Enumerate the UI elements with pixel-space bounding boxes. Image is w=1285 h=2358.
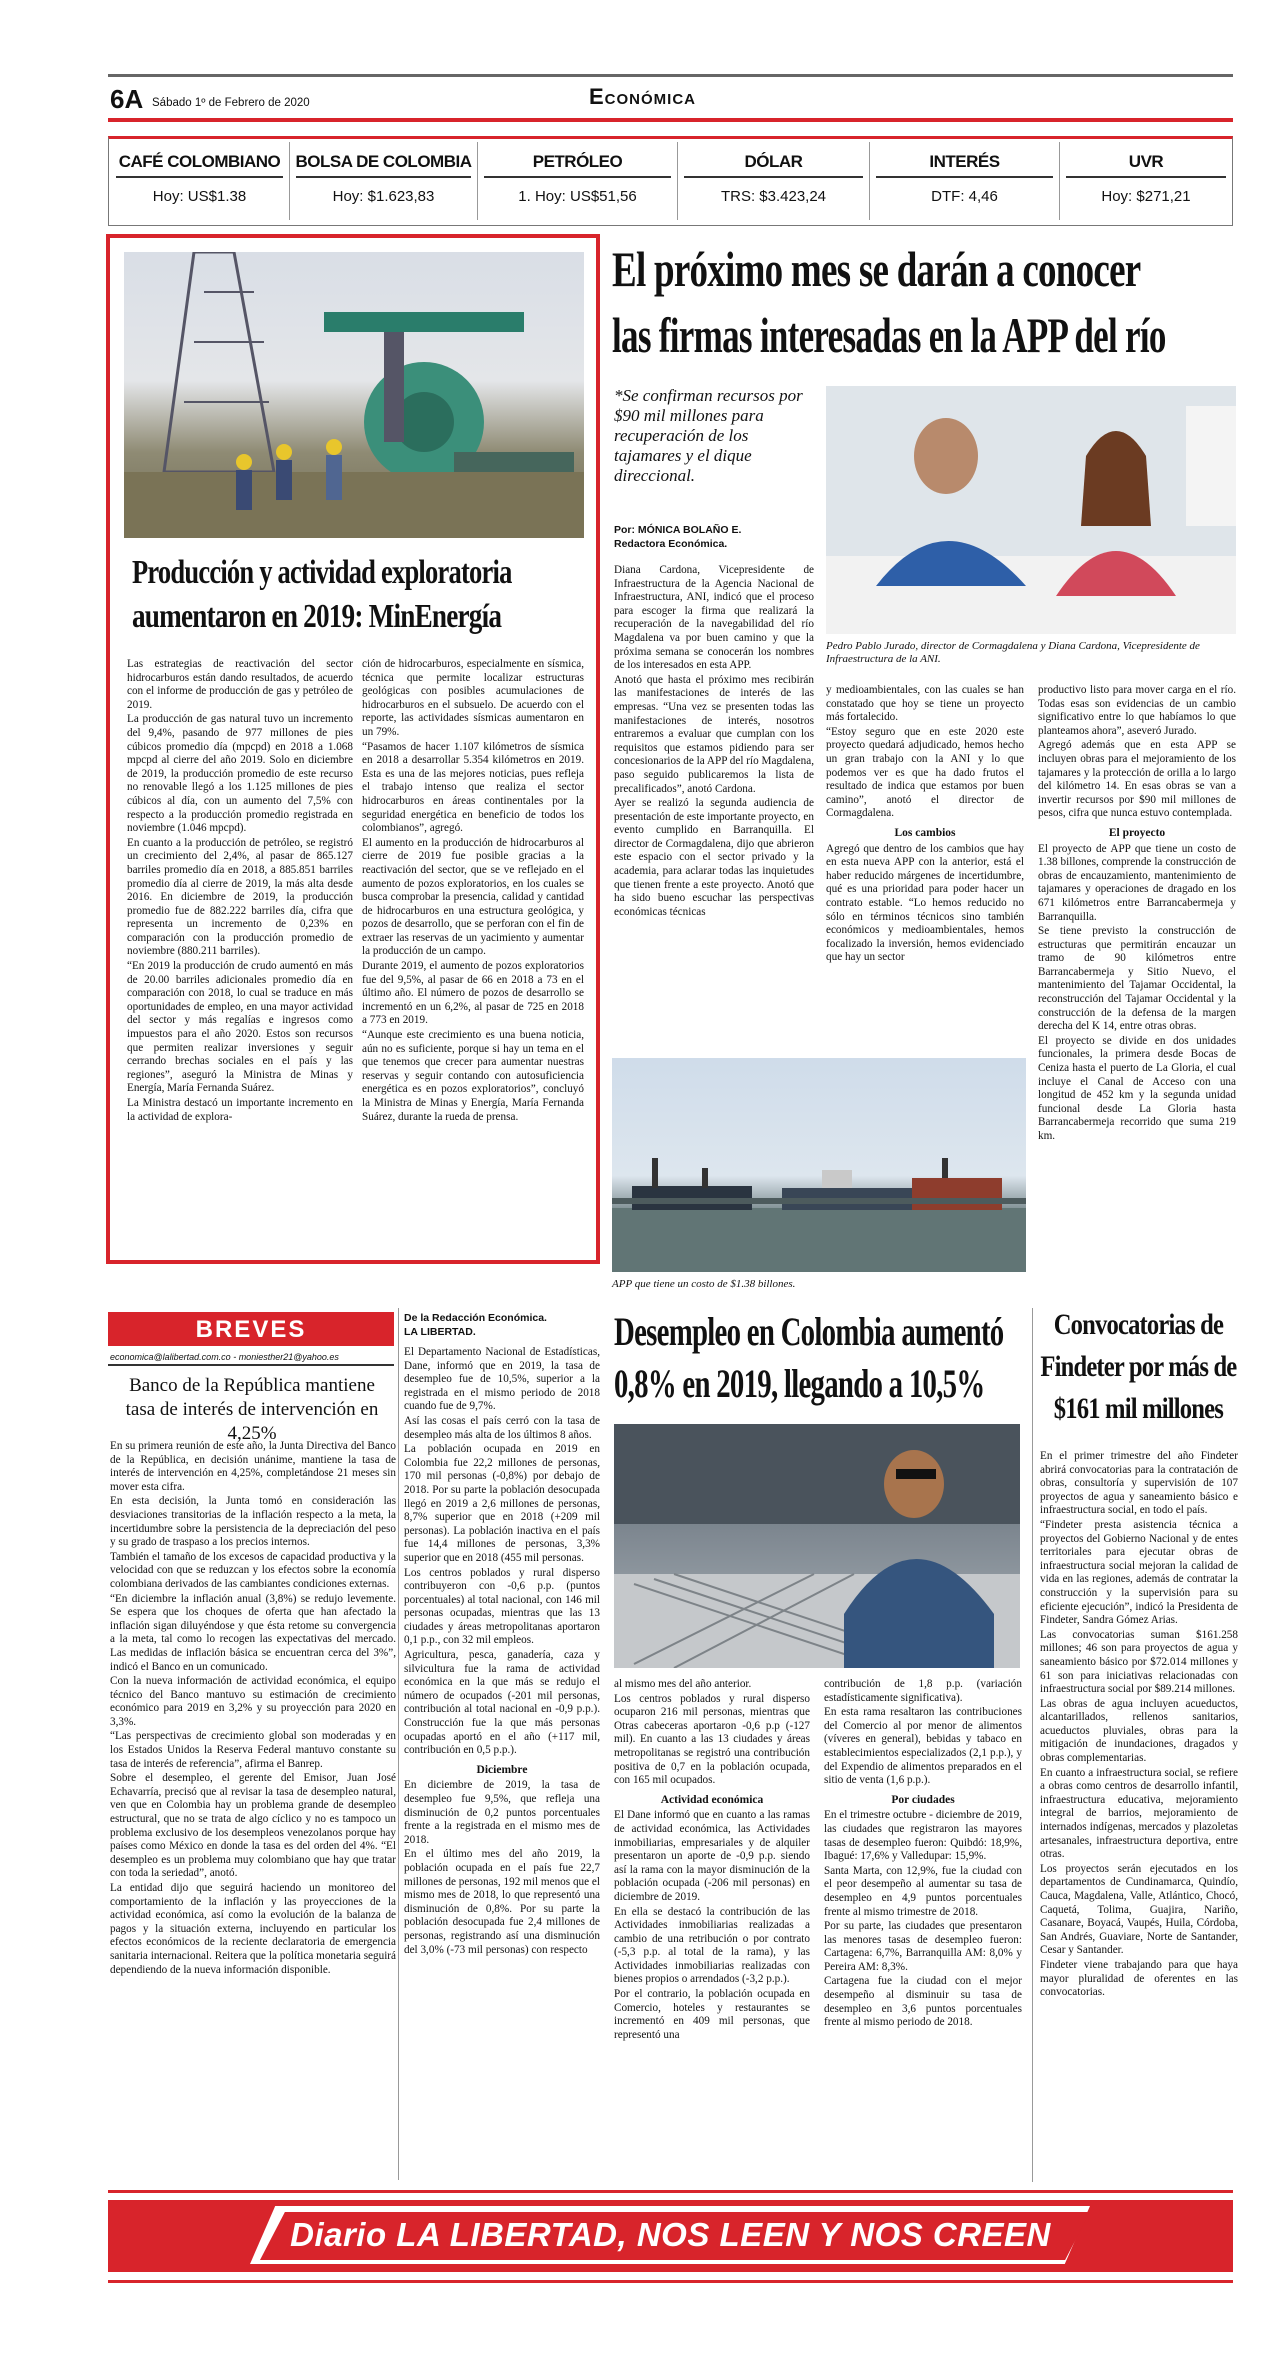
article4-title-line1: Convocatorias de [1053,1308,1224,1341]
market-label: CAFÉ COLOMBIANO [118,152,281,171]
article4-title-line2: Findeter por más de [1040,1350,1237,1383]
market-interest [870,142,1060,220]
market-value: Hoy: $1.623,83 [332,188,435,205]
article1-title-line2: aumentaron en 2019: MinEnergía [132,598,502,635]
page-date: Sábado 1º de Febrero de 2020 [152,97,310,109]
banner-slogan: Diario LA LIBERTAD, NOS LEEN Y NOS CREEN [290,2216,1051,2253]
press-conference-photo [826,386,1236,634]
article2-byline-name: Por: MÓNICA BOLAÑO E. [614,524,742,536]
press-photo-caption: Pedro Pablo Jurado, director de Cormagdalena y Diana Cardona, Vicepresidente de Infraestructura de la ANI. [826,640,1200,665]
article3-headline [614,1308,1034,1428]
header-red-rule [108,118,1233,122]
section-name: Económica [588,84,696,109]
article3-column-2: al mismo mes del año anterior. Los centros poblados y rural disperso ocuparon 216 mil personas, mientras que Otras cabeceras aportaron -0,6 p.p (-127 mil). En cuanto a las 13 ciudades y áreas metropolitanas se registró una contribución positiva de 0,7 en la población ocupada, con 165 mil ocupados. Actividad económica El Dane informó que en cuanto a las ramas de actividad económica, las Actividades inmobiliarias, empresariales y de alquiler presentaron un aporte de -0,9 p.p. siendo así la rama con la mayor disminución de la población ocupada (-206 mil personas) en diciembre de 2019. En ella se destacó la contribución de las Actividades inmobiliarias realizadas a cambio de una retribución o por contrato (-5,3 p.p. al total de la rama), y las Actividades inmobiliarias realizadas con bienes propios o arrendados (-3,2 p.p.). Por el contrario, la población ocupada en Comercio, hoteles y restaurantes se incrementó en 409 mil personas, que representó una [614,1678,810,2041]
article2-column-2: y medioambientales, con las cuales se han constatado que hoy se tiene un proyecto más fortalecido. “Estoy seguro que en este 2020 este proyecto quedará adjudicado, hemos hecho un gran trabajo con la ANI y lo que podemos ver es que ha dado frutos el resultado de indica que estamos por buen camino”, anotó el director de Cormagdalena. Los cambios Agregó que dentro de los cambios que hay en esta nueva APP con la anterior, está el haber reducido márgenes de incertidumbre, qué es una prioridad para poder hacer un contrato estable. “Lo hemos reducido no sólo en términos técnicos sino también económicos y medioambientales, hemos focalizado la inversión, hemos evidenciado que hay un sector [826,684,1024,964]
breves-label: BREVES [195,1316,307,1343]
article1-column-1: Las estrategias de reactivación del sector hidrocarburos están dando resultados, de acuerdo con el informe de producción de gas y petróleo de 2019. La producción de gas natural tuvo un incremento del 9,4%, pasando de 977 millones de pies cúbicos promedio día (mpcpd) en 2018 a 1.068 mpcpd al cierre del año 2019. Solo en diciembre de 2019, la producción promedio de este recurso no renovable llegó a los 1.125 millones de pies cúbicos al día, con un aumento del 7,5% con respecto a la producción promedio registrada en noviembre (1.046 mpcpd). En cuanto a la producción de petróleo, se registró un crecimiento del 2,4%, al pasar de 865.127 barriles promedio día en 2018, a 885.851 barriles promedio día al cierre de 2019, la más alta desde 2016. En diciembre de 2019, la producción promedio fue de 882.222 barriles día, cifra que representa un incremento de 0,23% en comparación con la producción promedio de noviembre (880.211 barriles). “En 2019 la producción de crudo aumentó en más de 20.00 barriles adicionales promedio día en comparación con 2018, lo cual se traduce en más oportunidades de empleo, en una mayor actividad del sector y más regalías e ingresos como impuestos para el año 2020. Estos son recursos que permiten realizar inversiones y seguir cerrando brechas sociales en el país y las regiones”, aseguró la Ministra de Minas y Energía, María Fernanda Suárez. La Ministra destacó un importante incremento en la actividad de explora- [127,658,353,1123]
subhead-el-proyecto: El proyecto [1108,826,1166,839]
top-rule [108,74,1233,77]
article3-byline-desk: De la Redacción Económica. [404,1312,547,1324]
article4-title-line3: $161 mil millones [1053,1392,1224,1425]
article2-headline [612,240,1242,380]
column-divider-right [1032,1308,1033,2182]
article2-title-line1: El próximo mes se darán a conocer [612,241,1141,297]
article2-column-1: Diana Cardona, Vicepresidente de Infraestructura de la Agencia Nacional de Infraestructura, ANI, indicó que el proceso para escoger la firma que realizará la recuperación de la navegabilidad del río Magdalena va por buen camino y que la próxima semana se conocerán los nombres de los interesados en esta APP. Anotó que hasta el próximo mes recibirán las manifestaciones de interés de las empresas. “Una vez se presenten todas las manifestaciones de interés, nosotros entraremos a evaluar que cumplan con los requisitos que estamos pidiendo para ser concesionarios de la APP del río Magdalena, paso seguido publicaremos la lista de precalificados”, anotó Cardona. Ayer se realizó la segunda audiencia de presentación de este importante proyecto, en evento cumplido en Barranquilla. El director de Cormagdalena, dijo que abrieron este espacio con el sector privado y la academia, para aclarar todas las inquietudes que tienen frente a este proyecto. Anotó que ha sido bueno escuchar las perspectivas económicas técnicas [614,564,814,918]
oil-rig-photo [124,252,584,538]
article3-column-3: contribución de 1,8 p.p. (variación estadísticamente significativa). En esta rama resaltaron las contribuciones del Comercio al por menor de alimentos (víveres en general), bebidas y tabaco en establecimientos especializados (2,1 p.p.), y del Expendio de alimentos preparados en el sitio de venta (1,6 p.p.). Por ciudades En el trimestre octubre - diciembre de 2019, las ciudades que registraron las mayores tasas de desempleo fueron: Quibdó: 18,9%, Ibagué: 17,6% y Valledupar: 15,9%. Santa Marta, con 12,9%, fue la ciudad con el peor desempeño al aumentar su tasa de desempleo en 4,9 puntos porcentuales frente al mismo trimestre de 2018. Por su parte, las ciudades que presentaron las menores tasas de desempleo fueron: Cartagena: 6,7%, Barranquilla AM: 8,0% y Pereira AM: 8,3%. Cartagena fue la ciudad con el mejor desempeño al disminuir su tasa de desempleo en 3,6 puntos porcentuales frente al mismo periodo de 2018. [824,1678,1022,2029]
market-label: BOLSA DE COLOMBIA [295,152,472,171]
market-uvr [1060,142,1232,220]
market-label: UVR [1128,152,1164,171]
factory-worker-photo [614,1424,1020,1668]
footer-red-rule-bottom [108,2280,1233,2283]
breves-emails: economica@lalibertad.com.co - moniesther21@yahoo.es [110,1352,339,1362]
article4-body: En el primer trimestre del año Findeter abrirá convocatorias para la contratación de obras, consultoría y supervisión de 107 proyectos de agua y saneamiento básico e infraestructura social, en todo el país. “Findeter presta asistencia técnica a proyectos del Gobierno Nacional y de entes territoriales para ejecutar obras de infraestructura social mejoran la calidad de vida en las regiones, además de contratar la construcción y la supervisión para su eficiente ejecución”, indicó la Presidenta de Findeter, Sandra Gómez Arias. Las convocatorias suman $161.258 millones; 46 son para proyectos de agua y saneamiento básico por $72.014 millones y 61 son para iniciativas relacionadas con infraestructura social por $89.214 millones. Las obras de agua incluyen acueductos, alcantarillados, rellenos sanitarios, acueductos pluviales, obras para la mitigación de inundaciones, dragados y obras complementarias. En cuanto a infraestructura social, se refiere a obras como centros de desarrollo infantil, infraestructura educativa, mejoramiento integral de barrios, mejoramiento de internados indígenas, mercados y plazoletas artesanales, infraestructura deportiva, entre otras. Los proyectos serán ejecutados en los departamentos de Cundinamarca, Quindío, Cauca, Magdalena, Valle, Atlántico, Chocó, Caquetá, Tolima, Guajira, Nariño, Casanare, Boyacá, Vaupés, Huila, Córdoba, San Andrés, Guaviare, Norte de Santander, Cesar y Santander. Findeter viene trabajando para que haya mayor pluralidad de oferentes en las convocatorias. [1040,1450,1238,1999]
article1-column-2: ción de hidrocarburos, especialmente en sísmica, técnica que permite localizar estructuras geológicas con posibles acumulaciones de hidrocarburos en el subsuelo. De acuerdo con el reporte, las actividades sísmicas aumentaron en un 79%. “Pasamos de hacer 1.107 kilómetros de sísmica en 2018 a desarrollar 5.354 kilómetros en 2019. Esta es una de las mejores noticias, pues refleja el trabajo intenso que realiza el sector hidrocarburos en áreas continentales por la seguridad energética en beneficio de todos los colombianos”, agregó. El aumento en la producción de hidrocarburos al cierre de 2019 fue posible gracias a la reactivación del sector, que se ve reflejado en el aumento de pozos exploratorios, en los cuales se busca comprobar la presencia, calidad y cantidad de hidrocarburos en una estructura geológica, y pozos de desarrollo, que se perforan con el fin de extraer las reservas de un yacimiento y aumentar la producción de un campo. Durante 2019, el aumento de pozos exploratorios fue del 9,5%, al pasar de 66 en 2018 a 73 en el último año. El número de pozos de desarrollo se incrementó en un 6,2%, al pasar de 725 en 2018 a 773 en 2019. “Aunque este crecimiento es una buena noticia, aún no es suficiente, porque si hay un tema en el que tenemos que crecer para aumentar nuestras reservas y seguir contando con autosuficiencia energética es en pozos exploratorios”, concluyó la Ministra de Minas y Energía, María Fernanda Suárez, durante la rueda de prensa. [362,658,584,1123]
column-divider [398,1308,399,2180]
breves-rule [108,1364,394,1366]
river-port-photo [612,1058,1026,1272]
market-oil [478,142,678,220]
article2-byline-role: Redactora Económica. [614,538,728,550]
market-value: Hoy: $271,21 [1101,188,1191,205]
breves-title: Banco de la República mantiene tasa de interés de intervención en 4,25% [125,1375,379,1444]
article3-byline-paper: LA LIBERTAD. [404,1326,476,1338]
market-dollar [678,142,870,220]
market-stock [290,142,478,220]
market-label: DÓLAR [744,152,803,171]
breves-body: En su primera reunión de este año, la Junta Directiva del Banco de la República, en decisión unánime, mantiene la tasa de interés de intervención en 4,25%, completándose 21 meses sin mover esta cifra. En esta decisión, la Junta tomó en consideración las desviaciones transitorias de la inflación respecto a la meta, la incertidumbre sobre la persistencia de la depreciación del peso y su grado de traspaso a los precios internos. También el tamaño de los excesos de capacidad productiva y la velocidad con que se reduzcan y los efectos sobre la economía colombiana derivados de las cambiantes condiciones externas. “En diciembre la inflación anual (3,8%) se redujo levemente. Se espera que los choques de oferta que han afectado la inflación sigan diluyéndose y que ésta retome su convergencia a la meta, tal como lo recogen las expectativas del mercado. Las medidas de inflación básica se encuentran cerca del 3%”, indicó el Banco en un comunicado. Con la nueva información de actividad económica, el equipo técnico del Banco mantuvo su estimación de crecimiento económico para 2019 en 3,2% y su proyección para 2020 en 3,3%. “Las perspectivas de crecimiento global son moderadas y en los Estados Unidos la Reserva Federal mantuvo constante su tasa de interés de referencia”, afirma el Banrep. Sobre el desempleo, el gerente del Emisor, Juan José Echavarría, precisó que al revisar la tasa de desempleo natural, ven que en Colombia hay un problema grande de desempleo estructural, que no se trata de algo cíclico y no es tampoco un problema exclusivo de los desempleos venezolanos porque hay países como México en donde la tasa es del orden del 4%. “El desempleo es un problema muy colombiano que hay que tratar con toda la seriedad”, anotó. La entidad dijo que seguirá haciendo un monitoreo del comportamiento de la inflación y las proyecciones de la actividad económica, así como la evolución de la balanza de pagos y la situación externa, incluyendo en particular los efectos económicos de la reciente declaratoria de emergencia sanitaria internacional. Reitera que la política monetaria seguirá dependiendo de la nueva información disponible. [110,1440,396,1976]
footer-banner [108,2200,1233,2272]
market-label: INTERÉS [929,152,1000,171]
article3-title-line2: 0,8% en 2019, llegando a 10,5% [614,1361,985,1406]
article3-title-line1: Desempleo en Colombia aumentó [614,1309,1004,1354]
market-value: DTF: 4,46 [931,188,998,205]
subhead-diciembre: Diciembre [476,1763,528,1776]
article1-headline [124,554,584,644]
market-value: Hoy: US$1.38 [152,188,247,205]
page-number: 6A [110,84,144,114]
subhead-los-cambios: Los cambios [894,826,956,839]
footer-red-rule-top [108,2190,1233,2193]
river-photo-caption: APP que tiene un costo de $1.38 billones. [612,1278,796,1290]
article1-title-line1: Producción y actividad exploratoria [132,554,512,591]
article2-title-line2: las firmas interesadas en la APP del río [612,307,1166,363]
market-value: 1. Hoy: US$51,56 [518,188,637,205]
market-value: TRS: $3.423,24 [720,188,827,205]
article4-headline [1040,1308,1238,1446]
article3-column-1: El Departamento Nacional de Estadísticas, Dane, informó que en 2019, la tasa de desempleo fue de 10,5%, superior a la registrada en el mismo periodo de 2018 cuando fue de 9,7%. Así las cosas el país cerró con la tasa de desempleo más alta de los últimos 8 años. La población ocupada en 2019 en Colombia fue 22,2 millones de personas, 170 mil personas (-0,8%) por debajo de 2018. Por su parte la población desocupada llegó en 2019 a 2,6 millones de personas, 8,7% superior que en 2018 (+209 mil personas). La población inactiva en el país fue 14,4 millones de personas, 3,3% superior que en 2018 (455 mil personas. Los centros poblados y rural disperso contribuyeron con -0,6 p.p. (puntos porcentuales) al total nacional, con 146 mil personas ocupadas, mientras que las 13 ciudades y áreas metropolitanas aportaron 0,1 p.p., con 32 mil empleos. Agricultura, pesca, ganadería, caza y silvicultura fue la rama de actividad económica en la que más se redujo el número de ocupados (-201 mil personas, contribución al total nacional en -0,9 p.p.). Construcción fue la que más personas ocupadas aportó en el año (+117 mil, contribución en 0,5 p.p.). Diciembre En diciembre de 2019, la tasa de desempleo fue 9,5%, que refleja una disminución de 0,2 puntos porcentuales frente a la registrada en el mismo mes de 2018. En el último mes del año 2019, la población ocupada en el país fue 22,7 millones de personas, 192 mil menos que el mismo mes de 2018, lo que representó una disminución de 0,8%. Por su parte la población desocupada fue 2,4 millones de personas, registrando así una disminución del 3,0% (-73 mil personas) con respecto [404,1346,600,1956]
subhead-por-ciudades: Por ciudades [891,1793,955,1806]
market-label: PETRÓLEO [532,152,623,171]
market-coffee [110,142,290,220]
article2-column-3: productivo listo para mover carga en el río. Todas esas son evidencias de un cambio significativo entre lo que habíamos lo que planteamos ahora”, aseveró Jurado. Agregó además que en esta APP se incluyen obras para el mejoramiento de los tajamares y la protección de orilla a lo largo del kilómetro 14. En esas obras se van a invertir recursos por $90 mil millones de pesos, cifra que nunca estuvo contemplada. El proyecto El proyecto de APP que tiene un costo de 1.38 billones, comprende la construcción de obras de encauzamiento, mantenimiento de tajamares y operaciones de dragado en los 671 kilómetros entre Barrancabermeja y Barranquilla. Se tiene previsto la construcción de estructuras que permitirán encauzar un tramo de 90 kilómetros entre Barrancabermeja y Sitio Nuevo, el mantenimiento del Tajamar Occidental, la reconstrucción del Tajamar Occidental y la construcción de la defensa de la margen derecha del K 14, entre otras obras. El proyecto se divide en dos unidades funcionales, la primera desde Bocas de Ceniza hasta el puerto de La Gloria, el cual incluye el Canal de Acceso con una longitud de 452 km y la segunda unidad funcional desde La Gloria hasta Barrancabermeja recorrido que suma 219 km. [1038,684,1236,1142]
subhead-actividad-economica: Actividad económica [660,1793,764,1806]
breves-label-box [108,1312,394,1346]
article2-lead: *Se confirman recursos por $90 mil millones para recuperación de los tajamares y el dique direccional. [614,386,803,485]
